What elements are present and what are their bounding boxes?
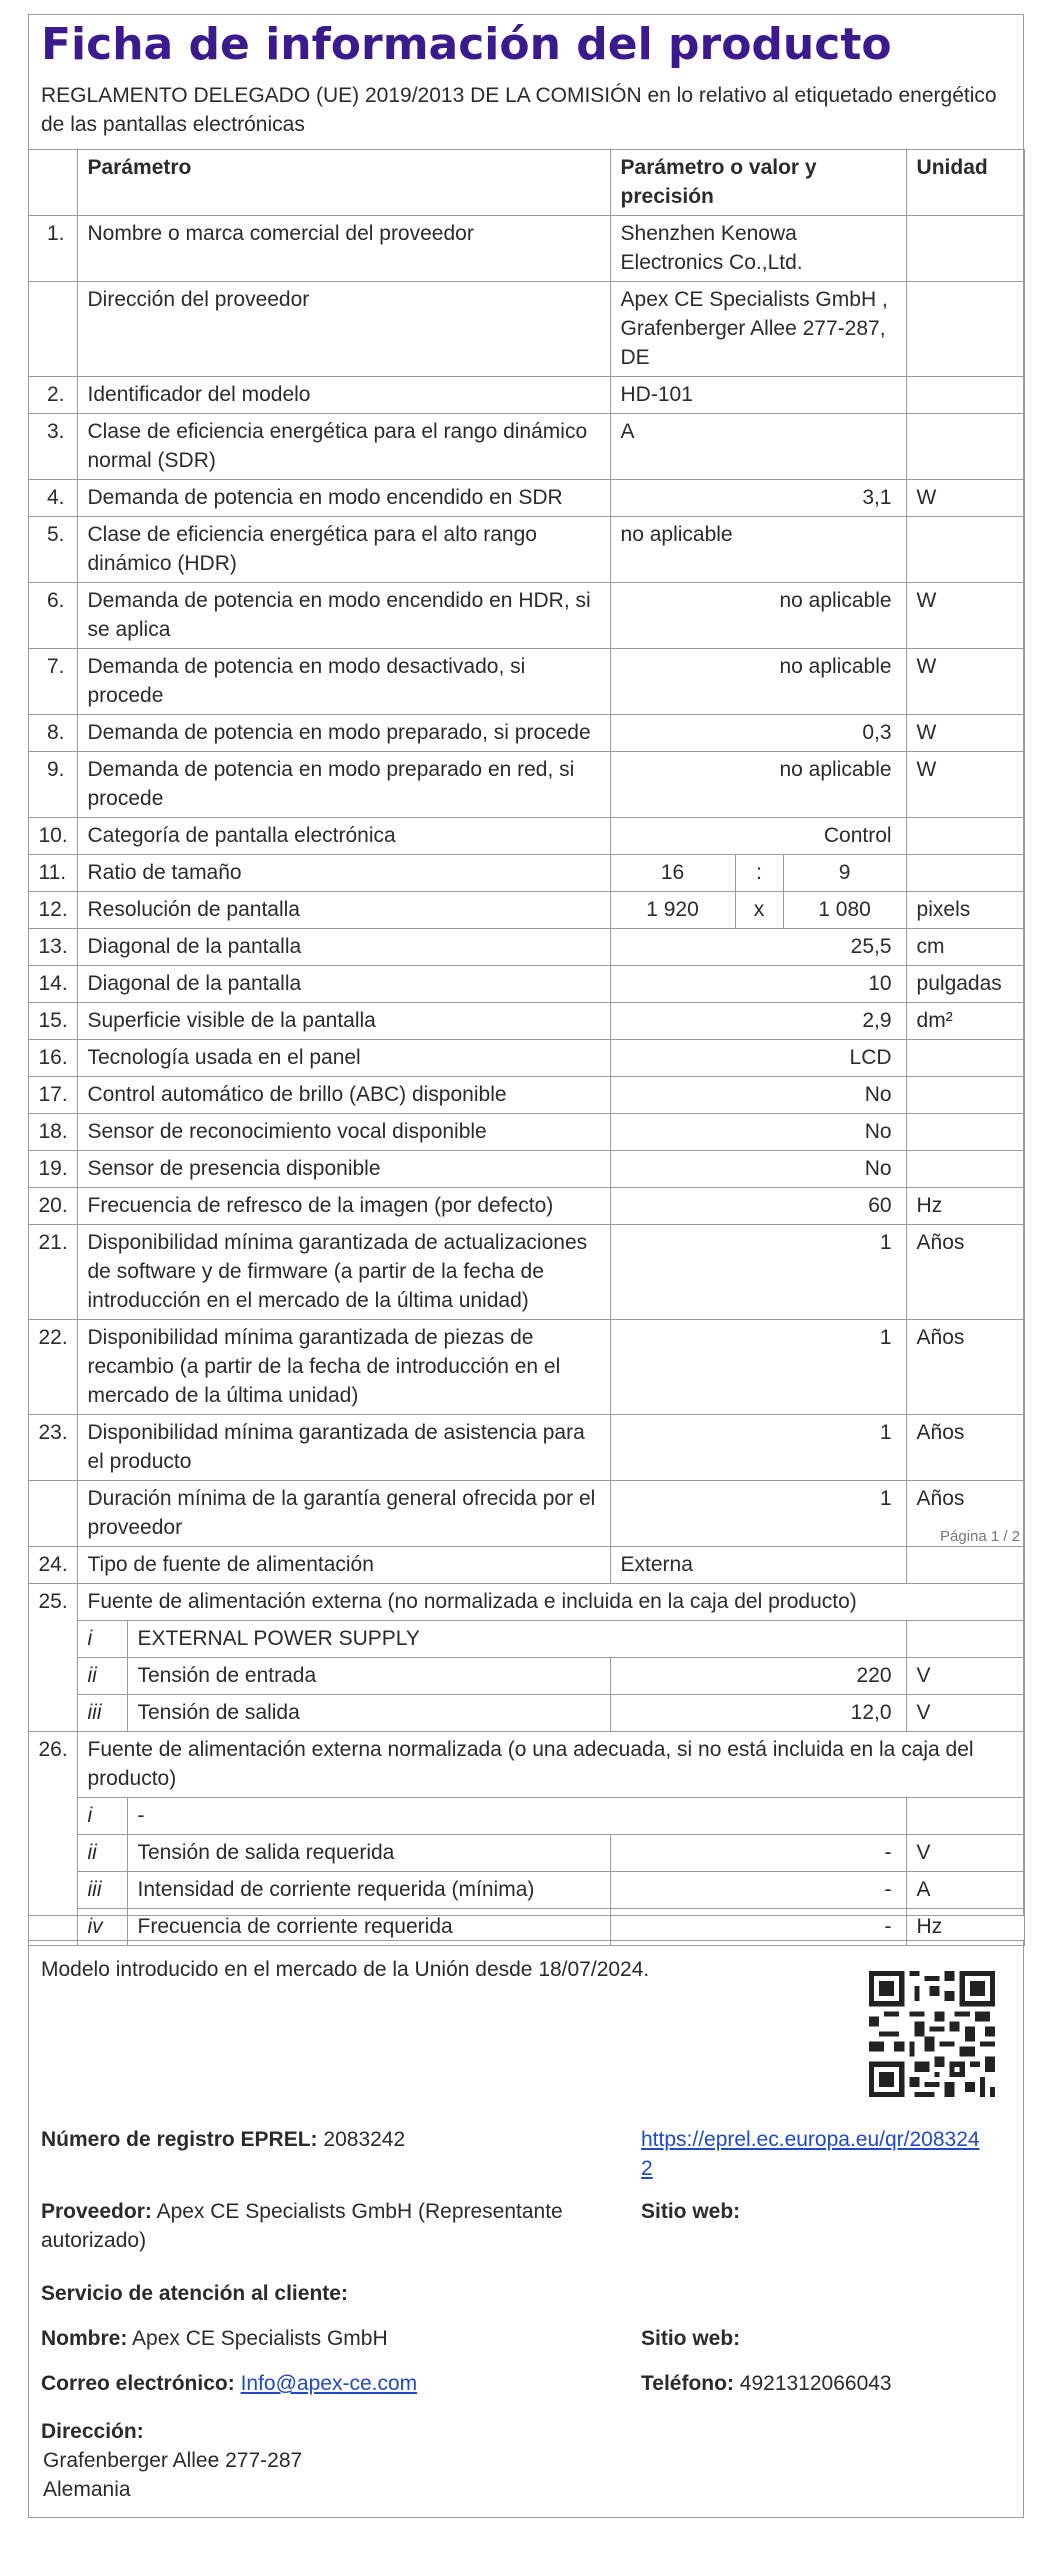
row-value-b: 9 — [783, 855, 906, 892]
row-number: 23. — [28, 1415, 77, 1481]
row-value-separator: : — [735, 855, 783, 892]
phone-label: Teléfono: — [641, 2372, 734, 2395]
row-value: No — [610, 1151, 906, 1188]
row-number: 3. — [28, 414, 77, 480]
row-number: 7. — [28, 649, 77, 715]
row-parameter: Sensor de reconocimiento vocal disponible — [77, 1114, 610, 1151]
row-parameter: Clase de eficiencia energética para el rango dinámico normal (SDR) — [77, 414, 610, 480]
row-unit: V — [906, 1835, 1024, 1872]
power-supply-row — [28, 1872, 1024, 1909]
row-unit: Años — [906, 1225, 1024, 1320]
row-unit: Años — [906, 1415, 1024, 1481]
market-date-text: Modelo introducido en el mercado de la Unión desde 18/07/2024. — [41, 1958, 650, 1981]
row-number — [28, 282, 77, 377]
power-supply-title-row — [28, 1732, 1024, 1798]
service-heading: Servicio de atención al cliente: — [41, 2282, 348, 2305]
eprel-label: Número de registro EPREL: — [41, 2128, 318, 2151]
row-parameter: Resolución de pantalla — [77, 892, 610, 929]
row-number: 17. — [28, 1077, 77, 1114]
email-label: Correo electrónico: — [41, 2372, 235, 2395]
row-unit: dm² — [906, 1003, 1024, 1040]
power-supply-title-row — [28, 1584, 1024, 1621]
row-parameter: Diagonal de la pantalla — [77, 929, 610, 966]
name-value: Apex CE Specialists GmbH — [132, 2327, 388, 2350]
row-parameter: Intensidad de corriente requerida (mínima) — [127, 1872, 610, 1909]
row-number — [28, 1481, 77, 1547]
address-line-1: Grafenberger Allee 277-287 — [43, 2449, 303, 2472]
table-row — [28, 1415, 1024, 1481]
website2-label: Sitio web: — [641, 2327, 741, 2350]
row-unit: A — [906, 1872, 1024, 1909]
row-parameter: Frecuencia de corriente requerida — [127, 1909, 610, 1946]
row-value: Shenzhen Kenowa Electronics Co.,Ltd. — [610, 216, 906, 282]
table-row — [28, 1547, 1024, 1584]
row-parameter: Nombre o marca comercial del proveedor — [77, 216, 610, 282]
power-supply-row — [28, 1798, 1024, 1835]
row-number: 15. — [28, 1003, 77, 1040]
parameters-table — [28, 149, 1025, 1946]
eprel-link[interactable]: https://eprel.ec.europa.eu/qr/2083242 — [641, 2128, 980, 2180]
row-parameter: Demanda de potencia en modo encendido en HDR, si se aplica — [77, 583, 610, 649]
row-roman-index: ii — [77, 1658, 127, 1695]
table-row — [28, 715, 1024, 752]
row-parameter: Diagonal de la pantalla — [77, 966, 610, 1003]
page-number: Página 1 / 2 — [940, 1528, 1021, 1545]
website-label: Sitio web: — [641, 2200, 741, 2223]
row-number: 18. — [28, 1114, 77, 1151]
row-value: - — [610, 1835, 906, 1872]
table-row — [28, 1225, 1024, 1320]
header-unit: Unidad — [906, 150, 1024, 216]
row-value-b: 1 080 — [783, 892, 906, 929]
row-roman-index: iii — [77, 1872, 127, 1909]
row-parameter: Sensor de presencia disponible — [77, 1151, 610, 1188]
table-header-row — [28, 150, 1024, 216]
regulation-subtitle: REGLAMENTO DELEGADO (UE) 2019/2013 DE LA COMISIÓN en lo relativo al etiquetado energético de las pantallas electrónicas — [41, 84, 997, 136]
row-parameter: Tensión de salida — [127, 1695, 610, 1732]
row-unit — [906, 1547, 1024, 1584]
row-number: 5. — [28, 517, 77, 583]
row-unit: pixels — [906, 892, 1024, 929]
row-parameter: Demanda de potencia en modo preparado, si procede — [77, 715, 610, 752]
row-value: LCD — [610, 1040, 906, 1077]
row-value-a: 16 — [610, 855, 735, 892]
row-parameter: Dirección del proveedor — [77, 282, 610, 377]
row-roman-index: iv — [77, 1909, 127, 1946]
row-number: 8. — [28, 715, 77, 752]
row-value: No — [610, 1114, 906, 1151]
row-value: 3,1 — [610, 480, 906, 517]
email-row — [41, 2369, 417, 2398]
supplier-label: Proveedor: — [41, 2200, 152, 2223]
table-row — [28, 752, 1024, 818]
row-unit — [906, 1151, 1024, 1188]
footer-box — [28, 1940, 1024, 2518]
row-value: Externa — [610, 1547, 906, 1584]
row-parameter: Tecnología usada en el panel — [77, 1040, 610, 1077]
row-value-a: 1 920 — [610, 892, 735, 929]
row-unit — [906, 1114, 1024, 1151]
row-value: 220 — [610, 1658, 906, 1695]
table-row — [28, 1077, 1024, 1114]
table-row — [28, 414, 1024, 480]
page-title: Ficha de información del producto — [41, 19, 892, 70]
row-number: 11. — [28, 855, 77, 892]
row-unit — [906, 1621, 1024, 1658]
row-number: 20. — [28, 1188, 77, 1225]
row-parameter: Categoría de pantalla electrónica — [77, 818, 610, 855]
row-parameter: Tipo de fuente de alimentación — [77, 1547, 610, 1584]
row-unit: V — [906, 1658, 1024, 1695]
row-parameter: Disponibilidad mínima garantizada de piezas de recambio (a partir de la fecha de introducción en el mercado de la última unidad) — [77, 1320, 610, 1415]
row-value: no aplicable — [610, 649, 906, 715]
row-unit: Años — [906, 1481, 1024, 1547]
row-number: 26. — [28, 1732, 77, 1946]
row-value: 0,3 — [610, 715, 906, 752]
row-roman-index: ii — [77, 1835, 127, 1872]
row-parameter: Tensión de entrada — [127, 1658, 610, 1695]
row-parameter: - — [127, 1798, 906, 1835]
table-row — [28, 517, 1024, 583]
eprel-row — [41, 2125, 405, 2154]
row-number: 6. — [28, 583, 77, 649]
row-parameter: Identificador del modelo — [77, 377, 610, 414]
row-unit — [906, 377, 1024, 414]
eprel-link-wrap — [641, 2125, 991, 2183]
address-label: Dirección: — [41, 2420, 144, 2443]
row-number: 12. — [28, 892, 77, 929]
row-value: 1 — [610, 1415, 906, 1481]
row-unit — [906, 855, 1024, 892]
row-parameter: Duración mínima de la garantía general ofrecida por el proveedor — [77, 1481, 610, 1547]
row-parameter: Superficie visible de la pantalla — [77, 1003, 610, 1040]
table-row — [28, 1320, 1024, 1415]
row-value: 1 — [610, 1225, 906, 1320]
supplier-row — [41, 2197, 621, 2255]
row-value: Control — [610, 818, 906, 855]
table-row — [28, 216, 1024, 282]
row-unit: Años — [906, 1320, 1024, 1415]
row-unit: V — [906, 1695, 1024, 1732]
row-unit — [906, 414, 1024, 480]
row-value: A — [610, 414, 906, 480]
row-unit: pulgadas — [906, 966, 1024, 1003]
row-value: 1 — [610, 1481, 906, 1547]
table-row — [28, 583, 1024, 649]
row-value: No — [610, 1077, 906, 1114]
row-value: 2,9 — [610, 1003, 906, 1040]
row-unit: W — [906, 480, 1024, 517]
row-parameter: Ratio de tamaño — [77, 855, 610, 892]
row-unit — [906, 1798, 1024, 1835]
header-value: Parámetro o valor y precisión — [610, 150, 906, 216]
eprel-value: 2083242 — [323, 2128, 406, 2151]
row-roman-index: i — [77, 1798, 127, 1835]
row-roman-index: i — [77, 1621, 127, 1658]
product-info-sheet — [28, 14, 1024, 1938]
table-row — [28, 377, 1024, 414]
row-value: 12,0 — [610, 1695, 906, 1732]
table-row — [28, 1003, 1024, 1040]
row-number: 21. — [28, 1225, 77, 1320]
table-row — [28, 649, 1024, 715]
row-number: 1. — [28, 216, 77, 282]
row-number: 2. — [28, 377, 77, 414]
row-roman-index: iii — [77, 1695, 127, 1732]
table-row — [28, 966, 1024, 1003]
row-parameter: Demanda de potencia en modo encendido en SDR — [77, 480, 610, 517]
power-supply-row — [28, 1835, 1024, 1872]
supplier-value: Apex CE Specialists GmbH (Representante autorizado) — [41, 2200, 563, 2252]
row-unit — [906, 282, 1024, 377]
row-value: no aplicable — [610, 583, 906, 649]
row-number: 10. — [28, 818, 77, 855]
row-number: 13. — [28, 929, 77, 966]
power-supply-row — [28, 1695, 1024, 1732]
power-supply-row — [28, 1621, 1024, 1658]
row-number: 19. — [28, 1151, 77, 1188]
table-row — [28, 1114, 1024, 1151]
row-value: 60 — [610, 1188, 906, 1225]
row-value: no aplicable — [610, 752, 906, 818]
row-number: 14. — [28, 966, 77, 1003]
power-supply-title: Fuente de alimentación externa normalizada (o una adecuada, si no está incluida en la caja del producto) — [77, 1732, 1024, 1798]
row-value: 1 — [610, 1320, 906, 1415]
table-row — [28, 1040, 1024, 1077]
row-number: 24. — [28, 1547, 77, 1584]
name-label: Nombre: — [41, 2327, 128, 2350]
email-link[interactable]: Info@apex-ce.com — [240, 2372, 418, 2395]
phone-value: 4921312066043 — [739, 2372, 892, 2395]
row-parameter: Demanda de potencia en modo desactivado, si procede — [77, 649, 610, 715]
row-value: HD-101 — [610, 377, 906, 414]
row-value-separator: x — [735, 892, 783, 929]
table-row — [28, 480, 1024, 517]
row-unit: W — [906, 583, 1024, 649]
table-row — [28, 1151, 1024, 1188]
row-number: 22. — [28, 1320, 77, 1415]
table-row — [28, 1481, 1024, 1547]
row-unit: W — [906, 649, 1024, 715]
row-parameter: Disponibilidad mínima garantizada de asistencia para el producto — [77, 1415, 610, 1481]
row-value: 25,5 — [610, 929, 906, 966]
row-unit — [906, 818, 1024, 855]
row-parameter: Tensión de salida requerida — [127, 1835, 610, 1872]
table-row — [28, 282, 1024, 377]
row-number: 4. — [28, 480, 77, 517]
header-parameter: Parámetro — [77, 150, 610, 216]
row-unit — [906, 1077, 1024, 1114]
table-row — [28, 818, 1024, 855]
row-parameter: Control automático de brillo (ABC) disponible — [77, 1077, 610, 1114]
row-unit: W — [906, 715, 1024, 752]
phone-row — [641, 2369, 892, 2398]
service-name-row — [41, 2324, 388, 2353]
power-supply-title: Fuente de alimentación externa (no normalizada e incluida en la caja del producto) — [77, 1584, 1024, 1621]
row-parameter: Disponibilidad mínima garantizada de actualizaciones de software y de firmware (a partir de la fecha de introducción en el mercado de la última unidad) — [77, 1225, 610, 1320]
table-row — [28, 855, 1024, 892]
power-supply-row — [28, 1658, 1024, 1695]
row-unit — [906, 216, 1024, 282]
row-number: 9. — [28, 752, 77, 818]
table-row — [28, 929, 1024, 966]
address-line-2: Alemania — [43, 2478, 131, 2501]
row-value: 10 — [610, 966, 906, 1003]
row-parameter: EXTERNAL POWER SUPPLY — [127, 1621, 906, 1658]
row-parameter: Clase de eficiencia energética para el alto rango dinámico (HDR) — [77, 517, 610, 583]
row-value: no aplicable — [610, 517, 906, 583]
row-value: Apex CE Specialists GmbH , Grafenberger Allee 277-287, DE — [610, 282, 906, 377]
qr-code-icon — [869, 1971, 995, 2097]
row-unit: Hz — [906, 1909, 1024, 1946]
row-number: 25. — [28, 1584, 77, 1732]
row-value: - — [610, 1872, 906, 1909]
row-unit — [906, 1040, 1024, 1077]
header-number-cell — [28, 150, 77, 216]
row-unit — [906, 517, 1024, 583]
row-value: - — [610, 1909, 906, 1946]
row-unit: cm — [906, 929, 1024, 966]
row-unit: W — [906, 752, 1024, 818]
table-row — [28, 1188, 1024, 1225]
row-number: 16. — [28, 1040, 77, 1077]
row-unit: Hz — [906, 1188, 1024, 1225]
row-parameter: Frecuencia de refresco de la imagen (por defecto) — [77, 1188, 610, 1225]
table-row — [28, 892, 1024, 929]
row-parameter: Demanda de potencia en modo preparado en red, si procede — [77, 752, 610, 818]
